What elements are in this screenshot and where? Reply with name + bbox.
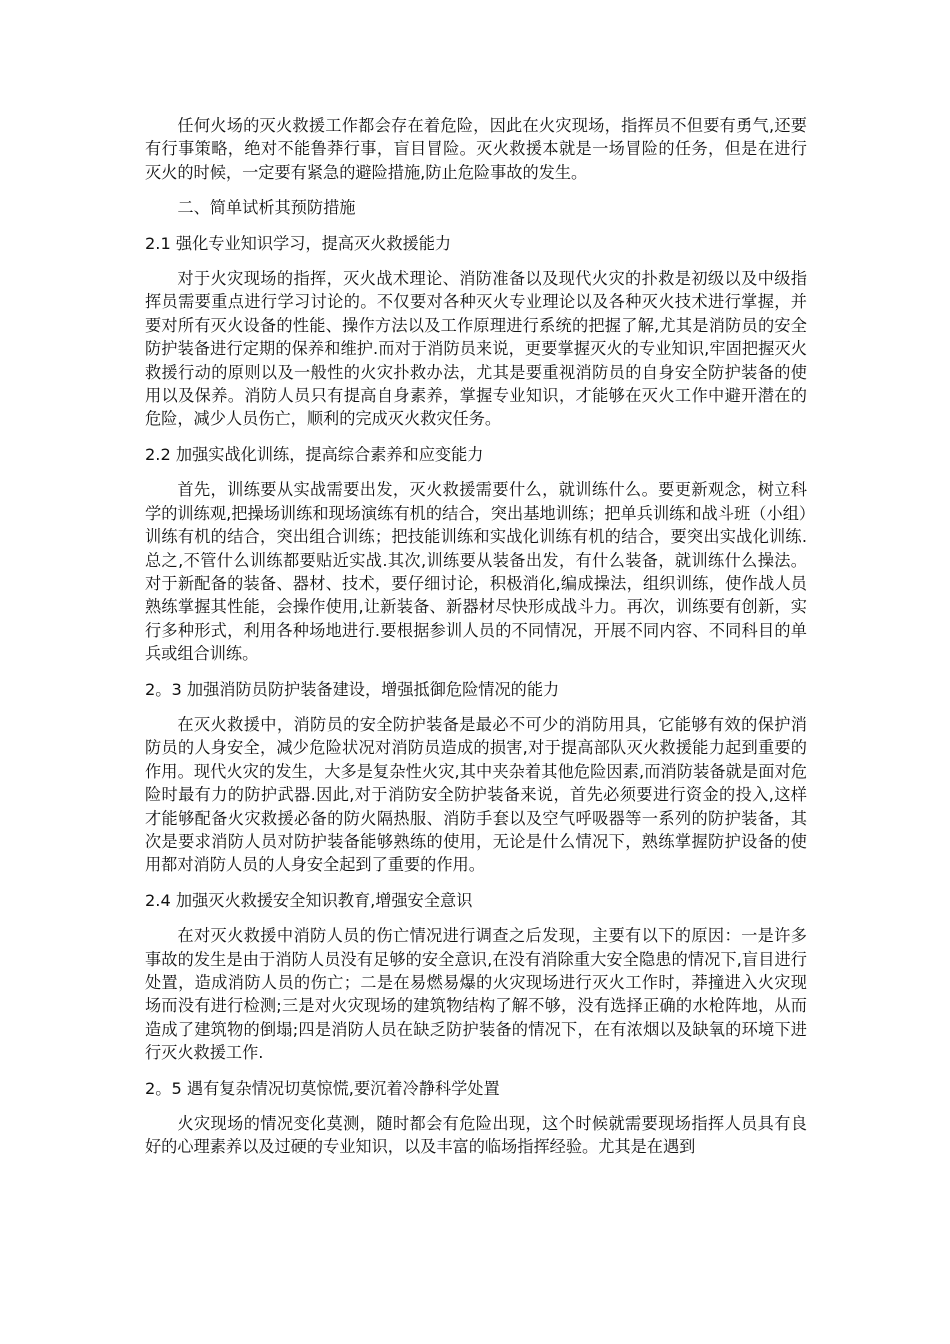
subsection-body-2-2: 首先，训练要从实战需要出发，灭火救援需要什么，就训练什么。要更新观念，树立科学的训练观,把操场训练和现场演练有机的结合，突出基地训练；把单兵训练和战斗班（小组）训练有机的结合，突出组合训练；把技能训练和实战化训练有机的结合，要突出实战化训练.总之,不管什么训练都要贴近实战.其次,训练要从装备出发，有什么装备，就训练什么操法。对于新配备的装备、器材、技术，要仔细讨论，积极消化,编成操法，组织训练，使作战人员熟练掌握其性能，会操作使用,让新装备、新器材尽快形成战斗力。再次，训练要有创新，实行多种形式，利用各种场地进行.要根据参训人员的不同情况，开展不同内容、不同科目的单兵或组合训练。 [145,480,807,664]
section-title: 二、简单试析其预防措施 [177,198,356,218]
subsection-body-2-4: 在对灭火救援中消防人员的伤亡情况进行调查之后发现，主要有以下的原因：一是许多事故的发生是由于消防人员没有足够的安全意识,在没有消除重大安全隐患的情况下,盲目进行处置，造成消防人员的伤亡；二是在易燃易爆的火灾现场进行灭火工作时，莽撞进入火灾现场而没有进行检测;三是对火灾现场的建筑物结构了解不够，没有选择正确的水枪阵地，从而造成了建筑物的倒塌;四是消防人员在缺乏防护装备的情况下，在有浓烟以及缺氧的环境下进行灭火救援工作. [145,926,807,1063]
subsection-body-2-3: 在灭火救援中，消防员的安全防护装备是最必不可少的消防用具，它能够有效的保护消防员的人身安全，减少危险状况对消防员造成的损害,对于提高部队灭火救援能力起到重要的作用。现代火灾的发生，大多是复杂性火灾,其中夹杂着其他危险因素,而消防装备就是面对危险时最有力的防护武器.因此,对于消防安全防护装备来说，首先必须要进行资金的投入,这样才能够配备火灾救援必备的防火隔热服、消防手套以及空气呼吸器等一系列的防护装备，其次是要求消防人员对防护装备能够熟练的使用，无论是什么情况下，熟练掌握防护设备的使用都对消防人员的人身安全起到了重要的作用。 [145,714,807,875]
subsection-heading-2-1: 2.1 强化专业知识学习，提高灭火救援能力 [145,233,452,253]
intro-paragraph: 任何火场的灭火救援工作都会存在着危险，因此在火灾现场，指挥员不但要有勇气,还要有行事策略，绝对不能鲁莽行事，盲目冒险。灭火救援本就是一场冒险的任务，但是在进行灭火的时候，一定要有紧急的避险措施,防止危险事故的发生。 [145,116,807,182]
document-body [145,114,807,1171]
subsection-heading-2-4: 2.4 加强灭火救援安全知识教育,增强安全意识 [145,890,473,910]
subsection-heading-2-3: 2。3 加强消防员防护装备建设，增强抵御危险情况的能力 [145,679,560,699]
subsection-heading-2-5: 2。5 遇有复杂情况切莫惊慌,要沉着冷静科学处置 [145,1078,500,1098]
subsection-body-2-5: 火灾现场的情况变化莫测，随时都会有危险出现，这个时候就需要现场指挥人员具有良好的心理素养以及过硬的专业知识，以及丰富的临场指挥经验。尤其是在遇到 [145,1114,807,1157]
subsection-body-2-1: 对于火灾现场的指挥，灭火战术理论、消防准备以及现代火灾的扑救是初级以及中级指挥员需要重点进行学习讨论的。不仅要对各种灭火专业理论以及各种灭火技术进行掌握，并要对所有灭火设备的性能、操作方法以及工作原理进行系统的把握了解,尤其是消防员的安全防护装备进行定期的保养和维护.而对于消防员来说，更要掌握灭火的专业知识,牢固把握灭火救援行动的原则以及一般性的火灾扑救办法，尤其是要重视消防员的自身安全防护装备的使用以及保养。消防人员只有提高自身素养，掌握专业知识，才能够在灭火工作中避开潜在的危险，减少人员伤亡，顺利的完成灭火救灾任务。 [145,269,807,429]
subsection-heading-2-2: 2.2 加强实战化训练，提高综合素养和应变能力 [145,444,484,464]
